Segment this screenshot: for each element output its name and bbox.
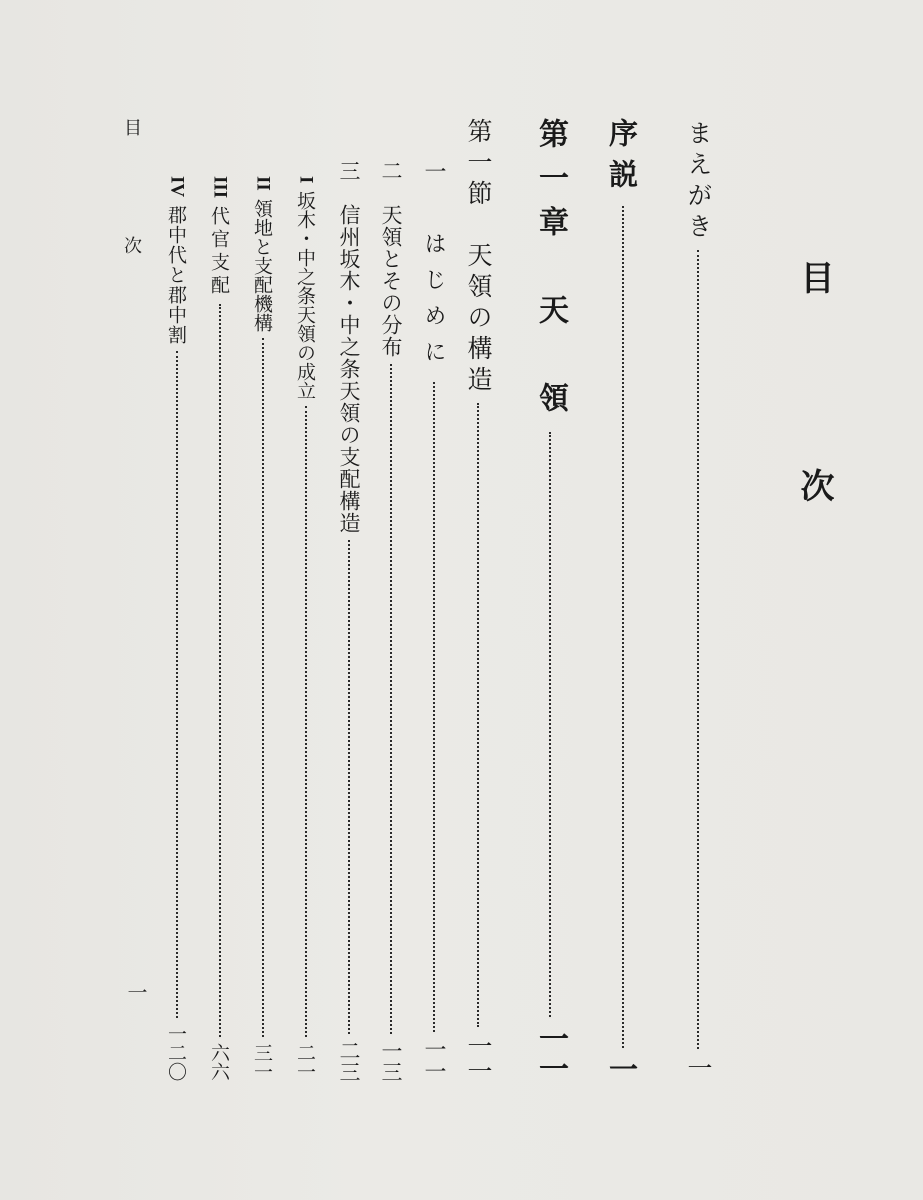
roman-numeral: III: [209, 176, 231, 199]
dot-leader: [262, 338, 264, 1037]
toc-page-number: 一: [605, 1054, 639, 1083]
toc-page-number: 三一: [251, 1043, 273, 1081]
toc-entry-foreword[interactable]: [680, 120, 716, 1080]
toc-entry-label: 領地と支配機構: [251, 198, 273, 332]
toc-page-number: 一二〇: [165, 1024, 187, 1081]
toc-entry-subsection-1[interactable]: [418, 160, 449, 1082]
toc-entry-roman-1[interactable]: [292, 176, 319, 1081]
toc-page-number: 一: [684, 1055, 713, 1080]
toc-entry-label: 一 はじめに: [421, 160, 446, 376]
dot-leader: [477, 403, 479, 1027]
toc-entry-label: 第一節 天領の構造: [464, 118, 493, 397]
toc-entry-label: 第一章 天 領: [533, 118, 568, 426]
toc-entry-label: 二 天領とその分布: [379, 160, 403, 358]
dot-leader: [549, 432, 551, 1017]
roman-numeral: IV: [166, 176, 188, 198]
toc-entry-intro[interactable]: [602, 118, 643, 1083]
toc-entry-label: まえがき: [684, 120, 713, 244]
dot-leader: [697, 250, 699, 1049]
dot-leader: [622, 206, 624, 1048]
page-title: 目 次: [794, 260, 834, 572]
toc-entry-label: 坂木・中之条天領の成立: [294, 191, 316, 401]
dot-leader: [390, 364, 392, 1034]
dot-leader: [433, 382, 435, 1032]
toc-page-number: 一一: [464, 1033, 493, 1083]
roman-numeral: I: [295, 176, 317, 184]
toc-page-number: 二三: [337, 1040, 361, 1082]
toc-entry-subsection-2[interactable]: [376, 160, 406, 1082]
toc-page-number: 六六: [208, 1043, 230, 1081]
toc-entry-roman-4[interactable]: [163, 176, 190, 1081]
toc-entry-label: 代官支配: [208, 206, 230, 299]
toc-entry-roman-3[interactable]: [206, 176, 233, 1081]
dot-leader: [348, 540, 350, 1034]
toc-entry-roman-2[interactable]: [249, 176, 276, 1081]
toc-entry-label: 郡中代と郡中割: [165, 205, 187, 346]
dot-leader: [305, 406, 307, 1037]
running-head: 目次: [121, 118, 142, 354]
dot-leader: [176, 351, 178, 1018]
dot-leader: [219, 304, 221, 1037]
toc-entry-label: 三 信州坂木・中之条天領の支配構造: [337, 160, 361, 534]
toc-page-number: 一一: [533, 1023, 568, 1083]
toc-entry-section-1[interactable]: [460, 118, 496, 1083]
folio-page-number: 一: [124, 982, 148, 1002]
toc-entry-chapter-1[interactable]: [528, 118, 572, 1083]
toc-page-number: 一三: [379, 1040, 403, 1082]
toc-page-number: 一一: [421, 1038, 446, 1082]
roman-numeral: II: [252, 176, 274, 191]
toc-page-number: 二一: [294, 1043, 316, 1081]
toc-entry-subsection-3[interactable]: [334, 160, 364, 1082]
toc-entry-label: 序説: [605, 118, 639, 200]
